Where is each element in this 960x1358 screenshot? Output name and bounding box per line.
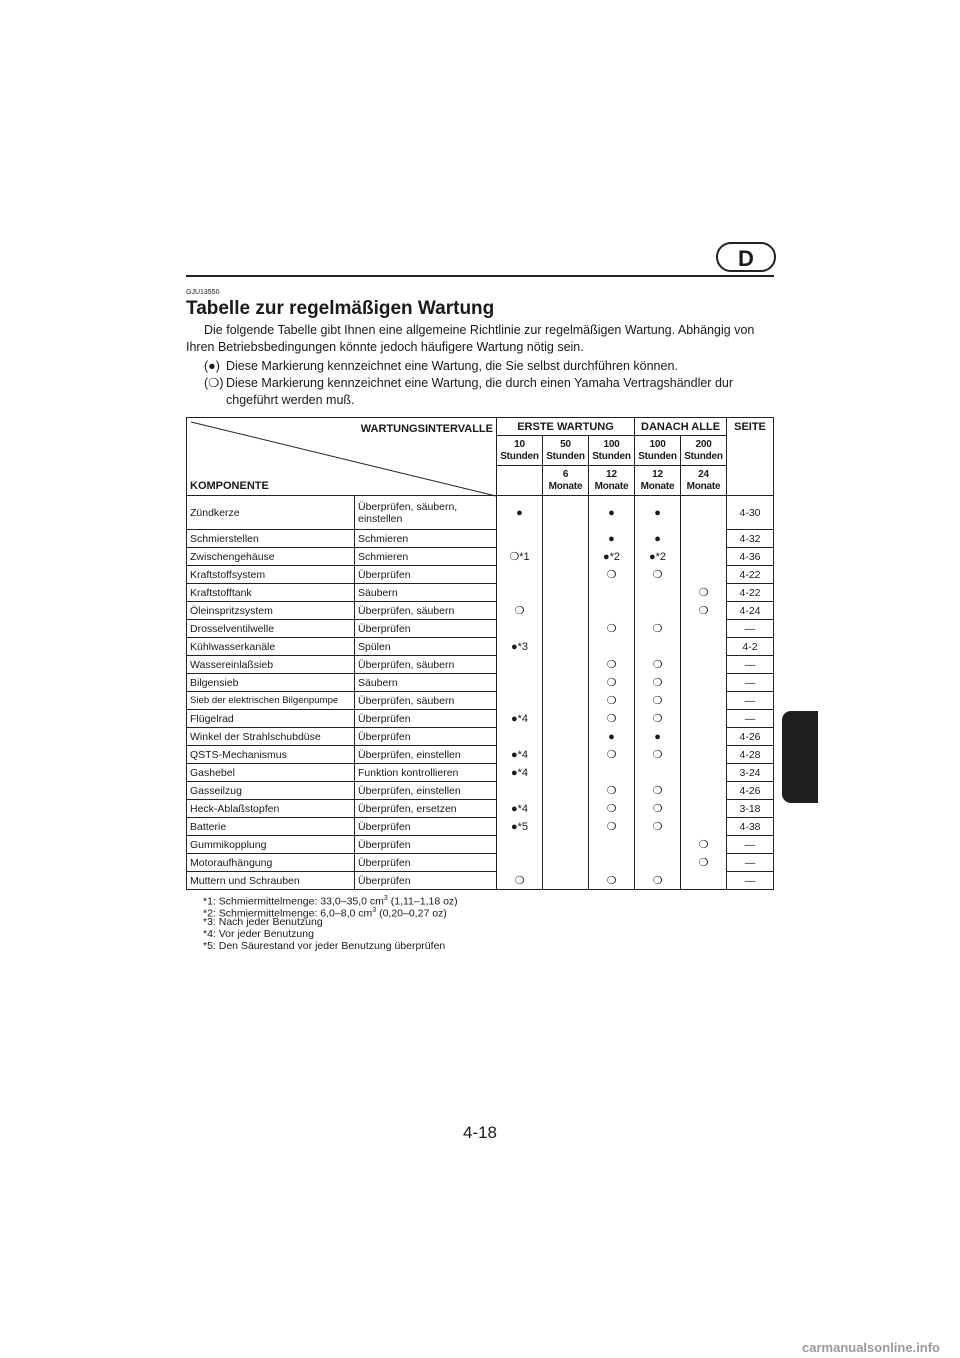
interval-mark-cell	[543, 728, 589, 746]
table-row	[187, 692, 774, 710]
action-cell: Überprüfen, säubern	[355, 656, 497, 674]
page-ref-cell: —	[727, 620, 774, 638]
footnote-superscript: 3	[372, 907, 377, 914]
interval-months: 24 Monate	[681, 466, 727, 496]
table-row	[187, 548, 774, 566]
table-row	[187, 800, 774, 818]
action-cell: Überprüfen	[355, 872, 497, 890]
interval-mark-cell	[543, 782, 589, 800]
page-number: 4-18	[462, 1123, 498, 1142]
interval-mark-cell: ❍	[589, 818, 635, 836]
interval-mark-cell: ❍	[589, 620, 635, 638]
legend-text: Diese Markierung kennzeichnet eine Wartung, die Sie selbst durchführen können.	[226, 359, 678, 373]
language-badge: D	[716, 242, 776, 272]
interval-mark-cell: ●	[497, 496, 543, 530]
table-row	[187, 764, 774, 782]
page-ref-cell: —	[727, 656, 774, 674]
interval-mark-cell: ●	[589, 530, 635, 548]
interval-mark-cell	[497, 674, 543, 692]
interval-mark-cell	[589, 836, 635, 854]
interval-mark-cell	[681, 656, 727, 674]
component-cell: Zündkerze	[187, 496, 355, 530]
interval-mark-cell	[681, 782, 727, 800]
table-row	[187, 836, 774, 854]
footnote-text: *4: Vor jeder Benutzung	[203, 928, 314, 940]
table-row	[187, 530, 774, 548]
interval-mark-cell	[497, 728, 543, 746]
interval-mark-cell: ❍	[589, 746, 635, 764]
table-row	[187, 746, 774, 764]
footnote-text: *1: Schmiermittelmenge: 33,0–35,0 cm	[203, 895, 384, 908]
table-row	[187, 584, 774, 602]
interval-mark-cell	[497, 566, 543, 584]
action-cell: Säubern	[355, 674, 497, 692]
page-ref-cell: 4-24	[727, 602, 774, 620]
table-row	[187, 728, 774, 746]
component-cell: Heck-Ablaßstopfen	[187, 800, 355, 818]
interval-mark-cell	[497, 836, 543, 854]
component-cell: Gasseilzug	[187, 782, 355, 800]
wartungsintervalle-label: WARTUNGSINTERVALLE	[360, 422, 493, 435]
component-cell: Gummikopplung	[187, 836, 355, 854]
interval-mark-cell	[543, 620, 589, 638]
maintenance-table	[186, 417, 774, 890]
interval-mark-cell	[543, 854, 589, 872]
footnote-text: *3: Nach jeder Benutzung	[203, 916, 323, 928]
interval-mark-cell	[497, 854, 543, 872]
interval-mark-cell	[543, 764, 589, 782]
page-ref-cell: 4-26	[727, 728, 774, 746]
page-ref-cell: 3-18	[727, 800, 774, 818]
component-cell: Zwischengehäuse	[187, 548, 355, 566]
interval-mark-cell: ●*4	[497, 764, 543, 782]
interval-mark-cell: ❍	[589, 782, 635, 800]
interval-mark-cell: ❍	[635, 782, 681, 800]
interval-mark-cell	[543, 872, 589, 890]
interval-mark-cell	[635, 602, 681, 620]
action-cell: Schmieren	[355, 530, 497, 548]
komponente-label: KOMPONENTE	[190, 479, 269, 492]
interval-mark-cell: ❍	[635, 620, 681, 638]
interval-mark-cell	[497, 692, 543, 710]
interval-mark-cell: ❍	[589, 692, 635, 710]
interval-mark-cell: ❍	[681, 602, 727, 620]
page-ref-cell: 4-2	[727, 638, 774, 656]
action-cell: Überprüfen, einstellen	[355, 746, 497, 764]
interval-mark-cell	[635, 638, 681, 656]
action-cell: Überprüfen, säubern	[355, 692, 497, 710]
erste-wartung-header: ERSTE WARTUNG	[497, 418, 635, 436]
interval-hours: 100 Stunden	[589, 436, 635, 466]
interval-mark-cell	[681, 872, 727, 890]
interval-months	[497, 466, 543, 496]
page-ref-cell: —	[727, 692, 774, 710]
footnote-superscript: 3	[383, 895, 388, 902]
interval-mark-cell	[635, 836, 681, 854]
interval-mark-cell: ❍	[681, 836, 727, 854]
page-ref-cell: —	[727, 872, 774, 890]
action-cell: Überprüfen	[355, 566, 497, 584]
table-row	[187, 620, 774, 638]
interval-mark-cell: ●*4	[497, 746, 543, 764]
page-ref-cell: —	[727, 854, 774, 872]
interval-mark-cell: ❍	[635, 746, 681, 764]
interval-mark-cell	[681, 496, 727, 530]
interval-mark-cell	[681, 764, 727, 782]
component-cell: Batterie	[187, 818, 355, 836]
interval-mark-cell	[497, 782, 543, 800]
interval-mark-cell	[543, 566, 589, 584]
interval-months: 6 Monate	[543, 466, 589, 496]
page-ref-cell: 4-38	[727, 818, 774, 836]
component-cell: QSTS-Mechanismus	[187, 746, 355, 764]
interval-mark-cell	[681, 566, 727, 584]
interval-mark-cell	[543, 836, 589, 854]
interval-mark-cell	[543, 656, 589, 674]
footnote-text: *2: Schmiermittelmenge: 6,0–8,0 cm	[203, 907, 373, 920]
table-row	[187, 782, 774, 800]
interval-mark-cell	[681, 638, 727, 656]
interval-mark-cell: ❍	[635, 656, 681, 674]
interval-hours: 50 Stunden	[543, 436, 589, 466]
action-cell: Überprüfen	[355, 710, 497, 728]
action-cell: Überprüfen, ersetzen	[355, 800, 497, 818]
interval-mark-cell: ❍	[497, 602, 543, 620]
component-cell: Drosselventilwelle	[187, 620, 355, 638]
component-cell: Flügelrad	[187, 710, 355, 728]
component-cell: Öleinspritzsystem	[187, 602, 355, 620]
table-row	[187, 710, 774, 728]
interval-mark-cell	[543, 496, 589, 530]
interval-mark-cell: ●*4	[497, 800, 543, 818]
interval-mark-cell	[635, 854, 681, 872]
interval-mark-cell: ❍	[589, 872, 635, 890]
action-cell: Überprüfen	[355, 836, 497, 854]
interval-mark-cell	[635, 584, 681, 602]
interval-mark-cell	[589, 764, 635, 782]
action-cell: Überprüfen	[355, 728, 497, 746]
component-cell: Kraftstofftank	[187, 584, 355, 602]
action-cell: Funktion kontrollieren	[355, 764, 497, 782]
interval-mark-cell: ❍	[635, 692, 681, 710]
interval-mark-cell: ❍	[589, 800, 635, 818]
page-ref-cell: 4-28	[727, 746, 774, 764]
interval-hours: 10 Stunden	[497, 436, 543, 466]
page-ref-cell: 4-32	[727, 530, 774, 548]
interval-mark-cell	[635, 764, 681, 782]
action-cell: Überprüfen	[355, 620, 497, 638]
page-ref-cell: —	[727, 710, 774, 728]
table-body	[187, 496, 774, 890]
interval-mark-cell	[681, 548, 727, 566]
page-title: Tabelle zur regelmäßigen Wartung	[186, 298, 495, 319]
interval-mark-cell: ❍	[589, 710, 635, 728]
interval-mark-cell	[589, 854, 635, 872]
interval-mark-cell	[681, 818, 727, 836]
header-diagonal-cell	[187, 418, 497, 496]
interval-mark-cell	[681, 530, 727, 548]
action-cell: Schmieren	[355, 548, 497, 566]
interval-mark-cell: ●*3	[497, 638, 543, 656]
page-ref-cell: 4-22	[727, 584, 774, 602]
interval-mark-cell	[543, 638, 589, 656]
table-row	[187, 872, 774, 890]
page-ref-cell: —	[727, 674, 774, 692]
action-cell: Säubern	[355, 584, 497, 602]
table-row	[187, 638, 774, 656]
component-cell: Kraftstoffsystem	[187, 566, 355, 584]
table-row	[187, 854, 774, 872]
action-cell: Spülen	[355, 638, 497, 656]
table-row	[187, 656, 774, 674]
interval-mark-cell	[589, 584, 635, 602]
interval-mark-cell: ❍	[589, 656, 635, 674]
danach-alle-header: DANACH ALLE	[635, 418, 727, 436]
interval-mark-cell	[497, 656, 543, 674]
interval-mark-cell	[589, 638, 635, 656]
interval-mark-cell: ❍	[635, 818, 681, 836]
page-ref-cell: —	[727, 836, 774, 854]
interval-mark-cell	[543, 674, 589, 692]
interval-mark-cell	[497, 620, 543, 638]
interval-mark-cell: ●	[635, 728, 681, 746]
interval-mark-cell	[681, 800, 727, 818]
seite-header: SEITE	[727, 418, 774, 496]
interval-mark-cell	[543, 530, 589, 548]
footnote-text: (1,11–1,18 oz)	[387, 895, 458, 908]
interval-mark-cell: ❍	[681, 854, 727, 872]
hollow-circle-icon: (❍)	[204, 376, 224, 390]
interval-mark-cell: ●*2	[635, 548, 681, 566]
interval-mark-cell	[497, 530, 543, 548]
legend-text: Diese Markierung kennzeichnet eine Wartung, die durch einen Yamaha Vertragshändler dur chgeführt werden muß.	[226, 376, 734, 407]
interval-mark-cell: ●	[635, 530, 681, 548]
action-cell: Überprüfen	[355, 854, 497, 872]
interval-mark-cell	[543, 710, 589, 728]
table-row	[187, 602, 774, 620]
action-cell: Überprüfen	[355, 818, 497, 836]
interval-mark-cell: ❍	[635, 872, 681, 890]
interval-mark-cell: ❍	[497, 872, 543, 890]
intro-paragraph: Die folgende Tabelle gibt Ihnen eine allgemeine Richtlinie zur regelmäßigen Wartung. Abhängig von Ihren Betriebsbedingungen könnte jedoch häufigere Wartung nötig sein.	[186, 323, 755, 354]
component-cell: Motoraufhängung	[187, 854, 355, 872]
interval-mark-cell: ●*5	[497, 818, 543, 836]
action-cell: Überprüfen, säubern, einstellen	[355, 496, 497, 530]
interval-mark-cell: ●	[589, 496, 635, 530]
document-code: GJU13550	[186, 289, 220, 296]
interval-mark-cell	[543, 800, 589, 818]
action-cell: Überprüfen, einstellen	[355, 782, 497, 800]
interval-mark-cell: ❍	[589, 674, 635, 692]
interval-mark-cell: ❍	[635, 710, 681, 728]
component-cell: Muttern und Schrauben	[187, 872, 355, 890]
header-rule	[186, 275, 774, 277]
interval-mark-cell	[543, 548, 589, 566]
component-cell: Gashebel	[187, 764, 355, 782]
interval-mark-cell	[681, 746, 727, 764]
page-ref-cell: 4-30	[727, 496, 774, 530]
table-row	[187, 566, 774, 584]
interval-mark-cell: ❍	[589, 566, 635, 584]
interval-months: 12 Monate	[635, 466, 681, 496]
watermark: carmanualsonline.info	[802, 1340, 940, 1355]
footnote-text: (0,20–0,27 oz)	[376, 907, 447, 920]
footnote-text: *5: Den Säurestand vor jeder Benutzung überprüfen	[203, 940, 446, 952]
page-ref-cell: 3-24	[727, 764, 774, 782]
interval-hours: 200 Stunden	[681, 436, 727, 466]
footnote	[203, 940, 445, 953]
interval-mark-cell: ❍*1	[497, 548, 543, 566]
interval-mark-cell: ❍	[635, 674, 681, 692]
interval-mark-cell	[497, 584, 543, 602]
component-cell: Sieb der elektrischen Bilgenpumpe	[187, 692, 355, 710]
interval-mark-cell	[681, 728, 727, 746]
interval-mark-cell	[543, 602, 589, 620]
interval-mark-cell: ❍	[635, 800, 681, 818]
table-row	[187, 674, 774, 692]
interval-months: 12 Monate	[589, 466, 635, 496]
interval-mark-cell	[543, 692, 589, 710]
table-row	[187, 818, 774, 836]
page-ref-cell: 4-36	[727, 548, 774, 566]
interval-mark-cell	[543, 746, 589, 764]
interval-mark-cell	[681, 692, 727, 710]
interval-mark-cell: ●*2	[589, 548, 635, 566]
component-cell: Winkel der Strahlschubdüse	[187, 728, 355, 746]
interval-mark-cell: ●	[589, 728, 635, 746]
component-cell: Schmierstellen	[187, 530, 355, 548]
component-cell: Wassereinlaßsieb	[187, 656, 355, 674]
table-row	[187, 496, 774, 530]
interval-hours: 100 Stunden	[635, 436, 681, 466]
component-cell: Kühlwasserkanäle	[187, 638, 355, 656]
component-cell: Bilgensieb	[187, 674, 355, 692]
interval-mark-cell	[681, 710, 727, 728]
chapter-side-tab	[782, 711, 818, 803]
filled-circle-icon: (●)	[204, 359, 220, 373]
action-cell: Überprüfen, säubern	[355, 602, 497, 620]
page-ref-cell: 4-26	[727, 782, 774, 800]
interval-mark-cell	[543, 584, 589, 602]
interval-mark-cell	[589, 602, 635, 620]
interval-mark-cell: ●*4	[497, 710, 543, 728]
interval-mark-cell: ❍	[681, 584, 727, 602]
interval-mark-cell	[681, 620, 727, 638]
interval-mark-cell	[681, 674, 727, 692]
interval-mark-cell: ●	[635, 496, 681, 530]
interval-mark-cell	[543, 818, 589, 836]
interval-mark-cell: ❍	[635, 566, 681, 584]
page-ref-cell: 4-22	[727, 566, 774, 584]
